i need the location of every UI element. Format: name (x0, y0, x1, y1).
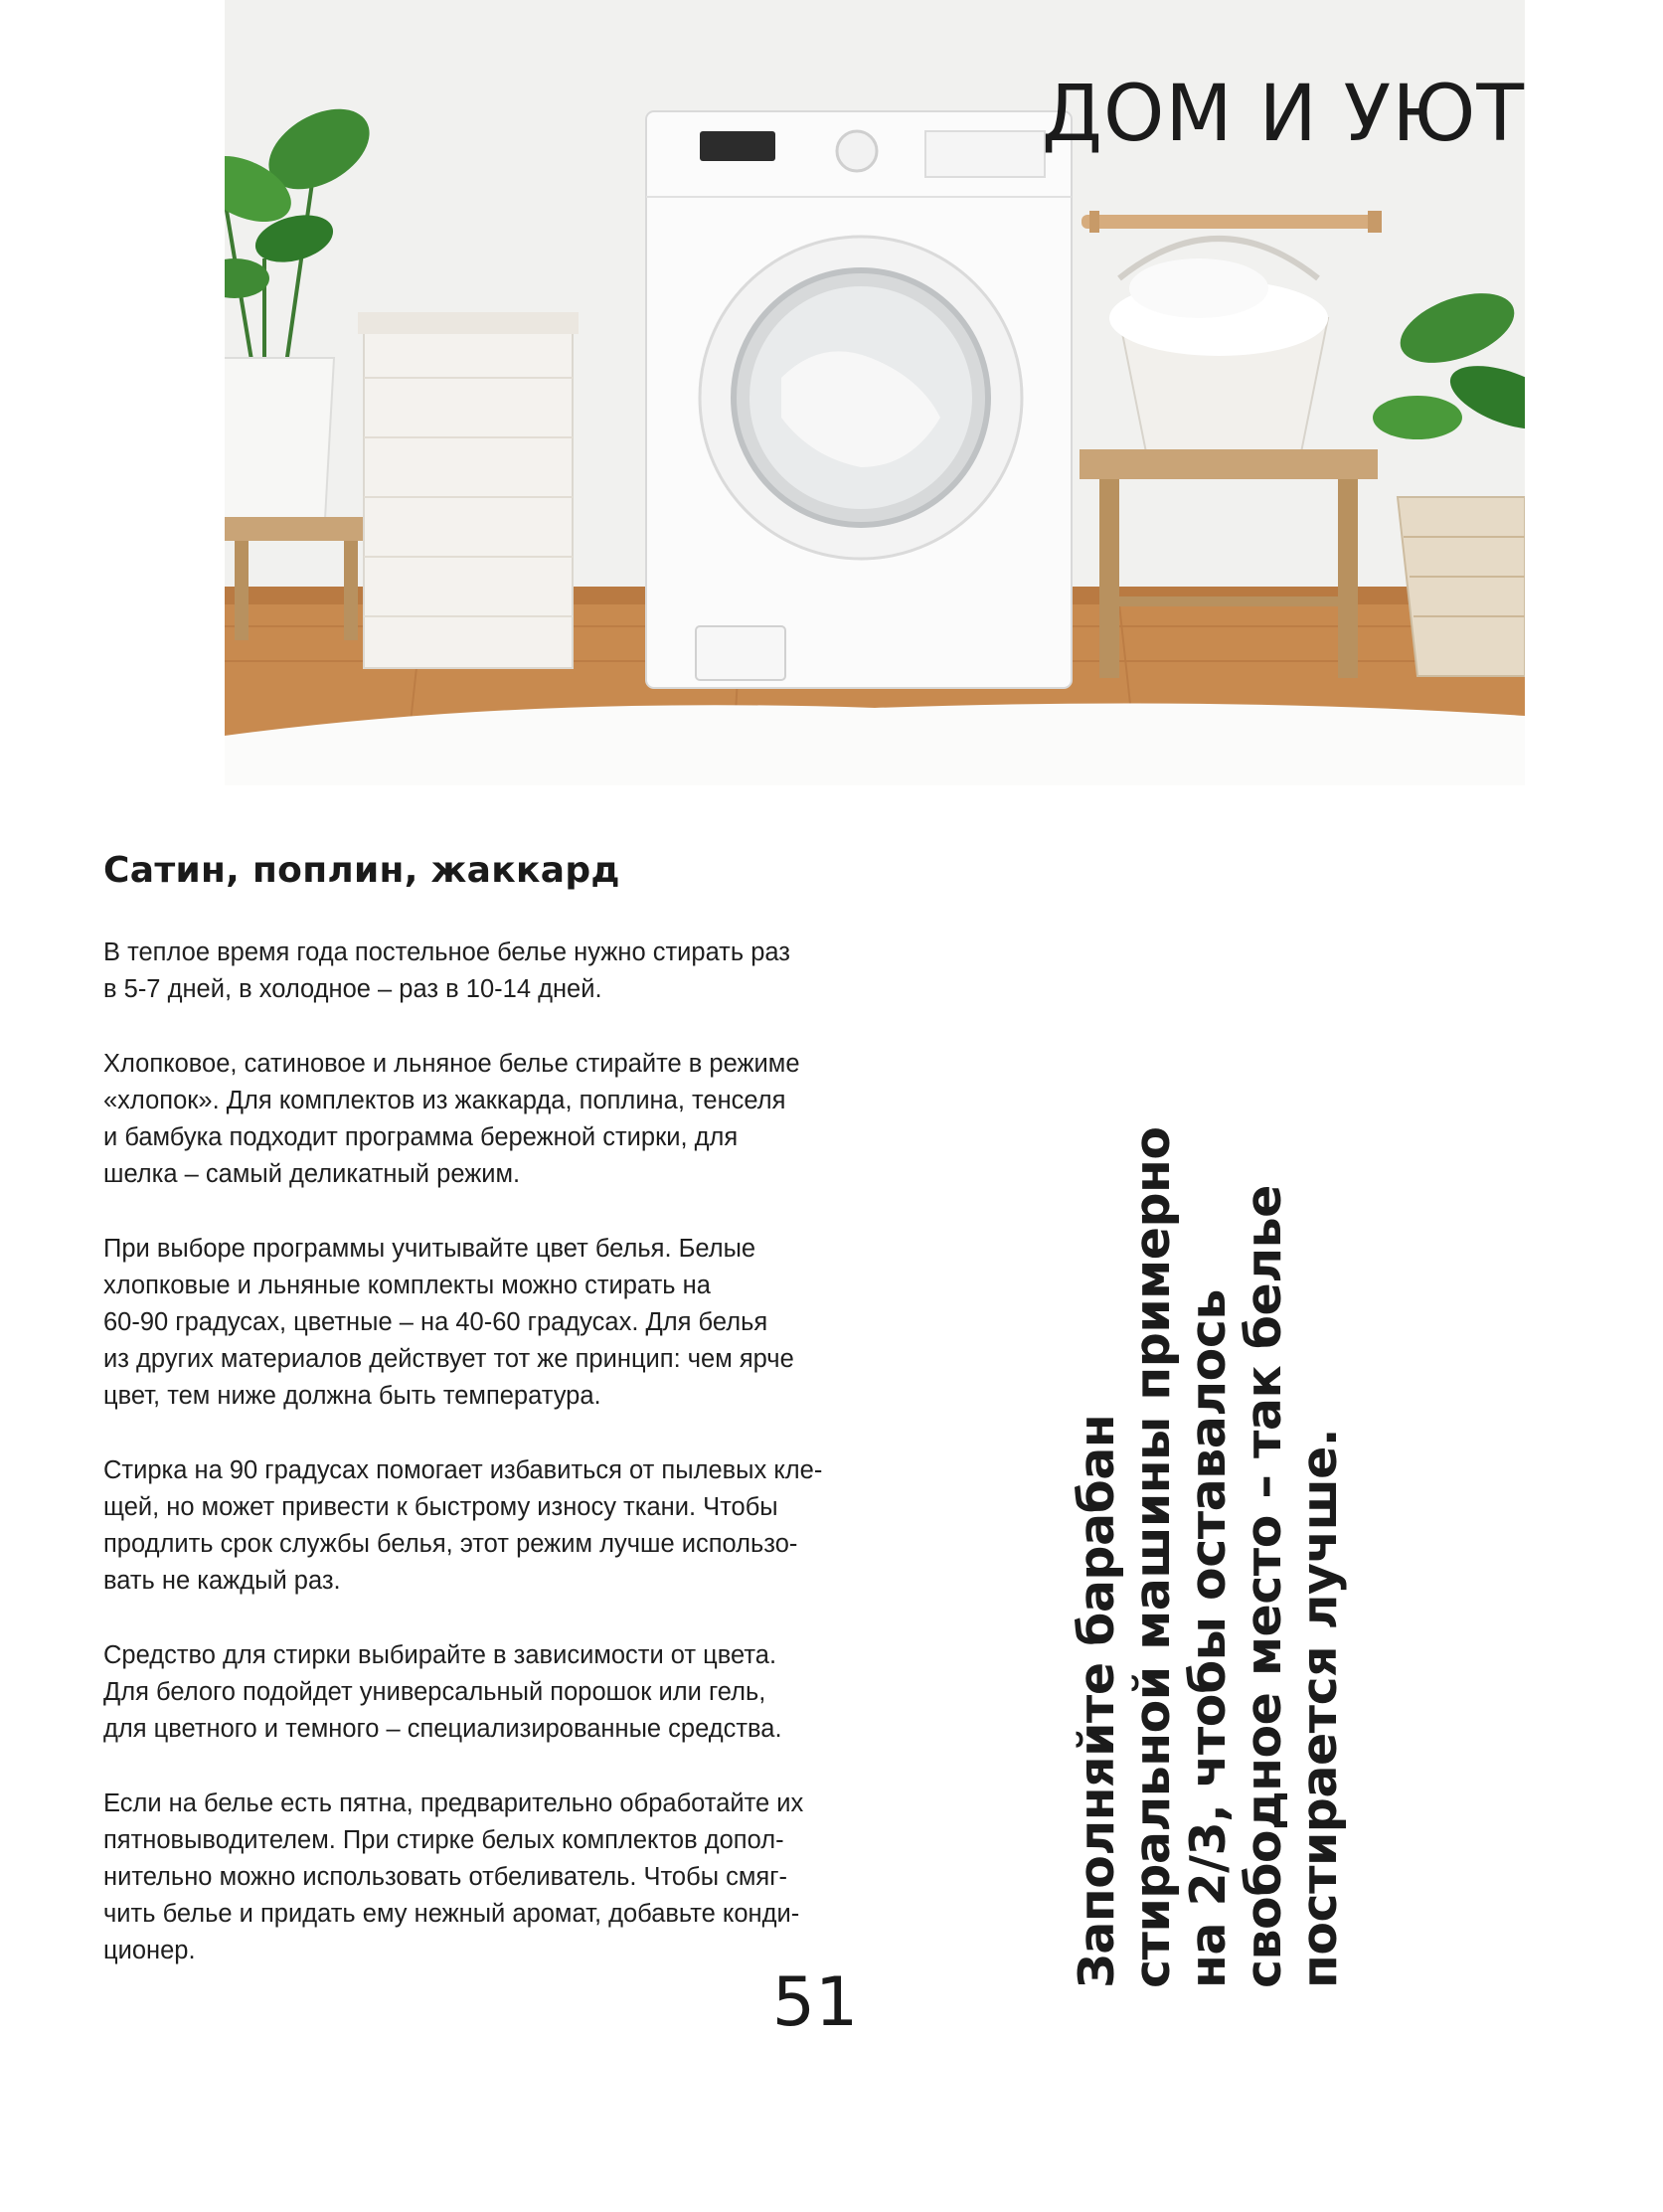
hero-photo (225, 0, 1525, 785)
article-heading: Сатин, поплин, жаккард (103, 850, 620, 891)
section-label: ДОМ И УЮТ (1042, 70, 1525, 159)
paragraph: Хлопковое, сатиновое и льняное белье стирайте в режиме «хлопок». Для комплектов из жаккарда, поплина, тенселя и бамбука подходит программа бережной стирки, для шелка – самый деликатный режим. (103, 1050, 800, 1188)
paragraph: В теплое время года постельное белье нужно стирать раз в 5-7 дней, в холодное – раз в 10-14 дней. (103, 938, 791, 1003)
paragraph: Стирка на 90 градусах помогает избавиться от пылевых кле- щей, но может привести к быстрому износу ткани. Чтобы продлить срок службы белья, этот режим лучше использо- вать не каждый раз. (103, 1456, 823, 1595)
article-body (103, 935, 928, 2007)
page-number: 51 (771, 1963, 859, 2042)
paragraph: При выборе программы учитывайте цвет белья. Белые хлопковые и льняные комплекты можно стирать на 60-90 градусах, цветные – на 40-60 градусах. Для белья из других материалов действует тот же принцип: чем ярче цвет, тем ниже должна быть температура. (103, 1235, 794, 1410)
vertical-callout: Заполняйте барабан стиральной машины примерно на 2/3, чтобы оставалось свободное место – так белье постирается лучше. (1069, 1126, 1348, 1988)
paragraph: Если на белье есть пятна, предварительно обработайте их пятновыводителем. При стирке белых комплектов допол- нительно можно использовать отбеливатель. Чтобы смяг- чить белье и придать ему нежный аромат, добавьте конди- ционер. (103, 1789, 804, 1964)
laundry-hamper-icon (358, 312, 579, 668)
paragraph: Средство для стирки выбирайте в зависимости от цвета. Для белого подойдет универсальный порошок или гель, для цветного и темного – специализированные средства. (103, 1641, 782, 1743)
washing-machine-icon (646, 111, 1072, 688)
